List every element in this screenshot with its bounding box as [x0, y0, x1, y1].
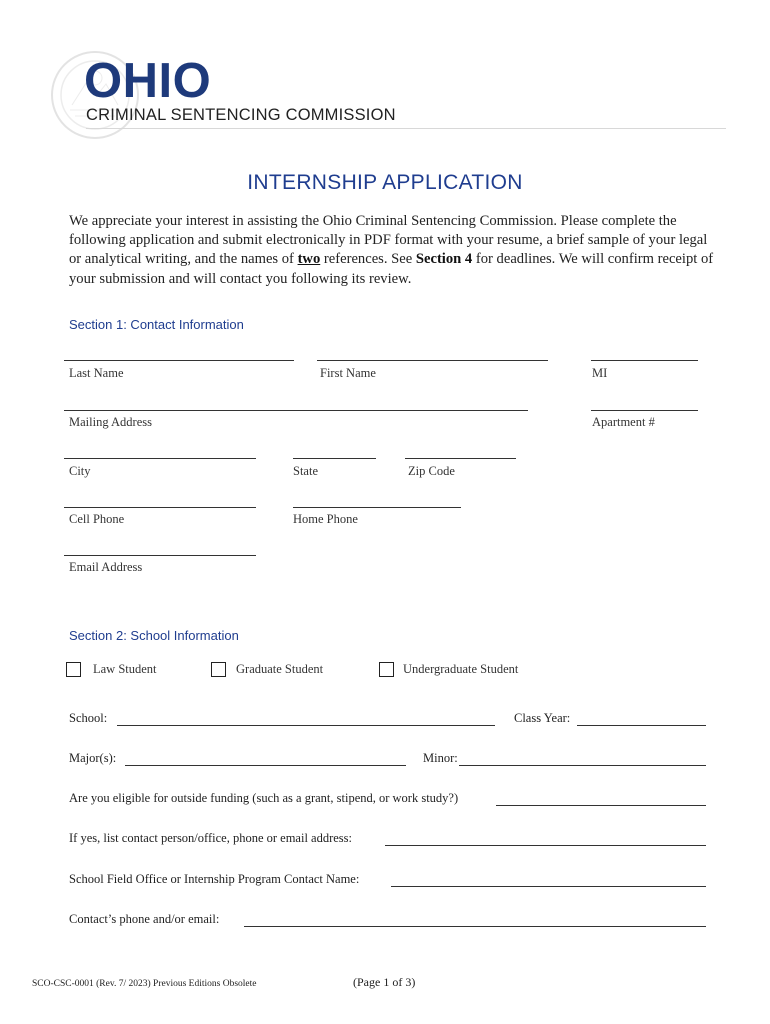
- contact-field[interactable]: [385, 845, 706, 846]
- apartment-label: Apartment #: [592, 415, 655, 429]
- cell-phone-label: Cell Phone: [69, 512, 125, 526]
- section-4-reference: Section 4: [415, 251, 473, 268]
- law-student-label: Law Student: [93, 662, 157, 676]
- majors-label: Major(s):: [69, 751, 117, 765]
- mi-label: MI: [592, 366, 608, 380]
- city-label: City: [69, 464, 91, 478]
- emphasis-two: two: [297, 251, 321, 268]
- mailing-address-label: Mailing Address: [69, 415, 152, 429]
- page-number: (Page 1 of 3): [353, 975, 416, 989]
- mi-field[interactable]: [591, 360, 698, 361]
- graduate-student-checkbox[interactable]: [211, 662, 226, 677]
- contact-question: If yes, list contact person/office, phone or email address:: [69, 831, 353, 845]
- undergraduate-student-label: Undergraduate Student: [403, 662, 519, 676]
- apartment-field[interactable]: [591, 410, 698, 411]
- field-office-label: School Field Office or Internship Program Contact Name:: [69, 872, 360, 886]
- class-year-field[interactable]: [577, 725, 706, 726]
- school-field[interactable]: [117, 725, 495, 726]
- home-phone-field[interactable]: [293, 507, 461, 508]
- city-field[interactable]: [64, 458, 256, 459]
- last-name-label: Last Name: [69, 366, 124, 380]
- section-2-heading: Section 2: School Information: [69, 628, 239, 643]
- graduate-student-label: Graduate Student: [236, 662, 324, 676]
- first-name-label: First Name: [320, 366, 376, 380]
- cell-phone-field[interactable]: [64, 507, 256, 508]
- section-1-heading: Section 1: Contact Information: [69, 317, 244, 332]
- zip-label: Zip Code: [408, 464, 455, 478]
- page-title: INTERNSHIP APPLICATION: [247, 171, 523, 194]
- home-phone-label: Home Phone: [293, 512, 358, 526]
- first-name-field[interactable]: [317, 360, 548, 361]
- minor-label: Minor:: [423, 751, 458, 765]
- mailing-address-field[interactable]: [64, 410, 528, 411]
- form-id: SCO-CSC-0001 (Rev. 7/ 2023) Previous Editions Obsolete: [32, 979, 257, 989]
- logo-ohio: OHIO: [84, 54, 212, 108]
- field-office-field[interactable]: [391, 886, 706, 887]
- majors-field[interactable]: [125, 765, 406, 766]
- undergraduate-student-checkbox[interactable]: [379, 662, 394, 677]
- law-student-checkbox[interactable]: [66, 662, 81, 677]
- last-name-field[interactable]: [64, 360, 294, 361]
- intro-paragraph: We appreciate your interest in assisting the Ohio Criminal Sentencing Commission. Please complete the following application and submit electronically in PDF format with your resume, a brief sample of your legal or analytical writing, and the names of two references. See Section 4 for deadlines. We will confirm receipt of your submission and will contact you following its review.: [69, 213, 714, 287]
- email-label: Email Address: [69, 560, 143, 574]
- funding-field[interactable]: [496, 805, 706, 806]
- funding-question: Are you eligible for outside funding (such as a grant, stipend, or work study?): [69, 791, 459, 805]
- contact-phone-label: Contact’s phone and/or email:: [69, 912, 220, 926]
- state-label: State: [293, 464, 318, 478]
- zip-field[interactable]: [405, 458, 516, 459]
- header-divider: [86, 128, 726, 129]
- state-field[interactable]: [293, 458, 376, 459]
- contact-phone-field[interactable]: [244, 926, 706, 927]
- school-label: School:: [69, 711, 108, 725]
- minor-field[interactable]: [459, 765, 706, 766]
- email-field[interactable]: [64, 555, 256, 556]
- class-year-label: Class Year:: [514, 711, 571, 725]
- logo-subtitle: CRIMINAL SENTENCING COMMISSION: [86, 106, 396, 124]
